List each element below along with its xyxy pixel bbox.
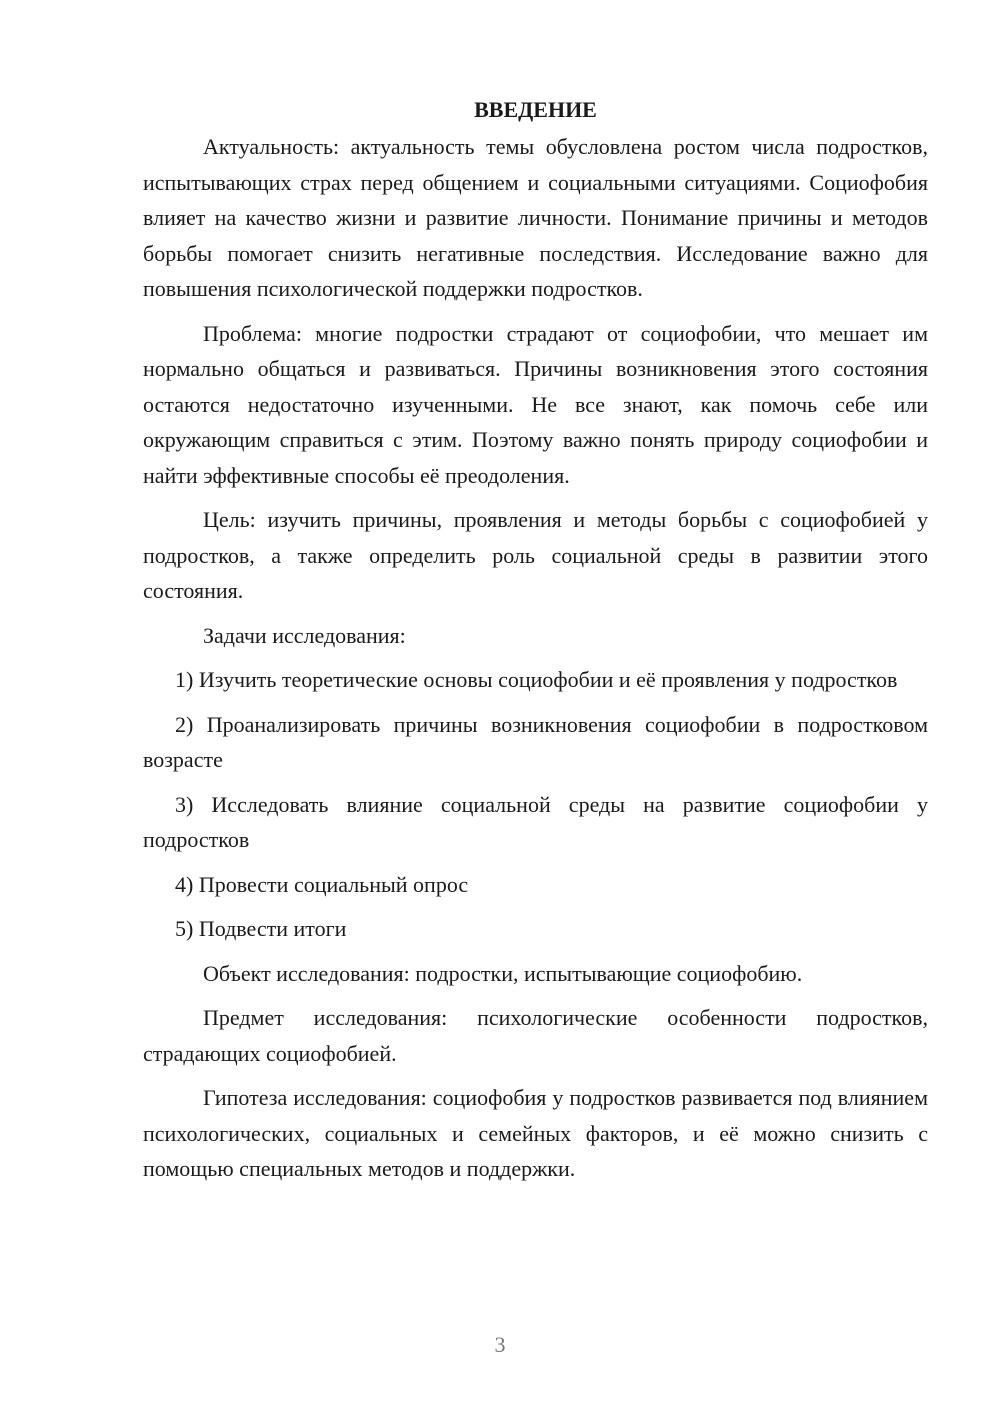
object-paragraph: Объект исследования: подростки, испытывающие социофобию. — [203, 960, 803, 986]
page-number: 3 — [494, 1332, 506, 1357]
task-item-4: 4) Провести социальный опрос — [175, 871, 469, 897]
relevance-paragraph: Актуальность: актуальность темы обусловлена ростом числа подростков, испытывающих страх перед общением и социальными ситуациями. Социофобия влияет на качество жизни и развитие личности. Понимание причины и методов борьбы помогает снизить негативные последствия. Исследование важно для повышения психологической поддержки подростков. — [143, 134, 928, 301]
tasks-heading: Задачи исследования: — [203, 622, 406, 648]
task-item-2: 2) Проанализировать причины возникновения социофобии в подростковом возрасте — [143, 711, 928, 772]
task-item-1: 1) Изучить теоретические основы социофобии и её проявления у подростков — [175, 667, 898, 692]
section-heading: ВВЕДЕНИЕ — [474, 97, 597, 122]
hypothesis-paragraph: Гипотеза исследования: социофобия у подростков развивается под влиянием психологических, социальных и семейных факторов, и её можно снизить с помощью специальных методов и поддержки. — [143, 1085, 928, 1181]
goal-paragraph: Цель: изучить причины, проявления и методы борьбы с социофобией у подростков, а также определить роль социальной среды в развитии этого состояния. — [143, 507, 928, 603]
problem-paragraph: Проблема: многие подростки страдают от социофобии, что мешает им нормально общаться и развиваться. Причины возникновения этого состояния остаются недостаточно изученными. Не все знают, как помочь себе или окружающим справиться с этим. Поэтому важно понять природу социофобии и найти эффективные способы её преодоления. — [143, 320, 928, 488]
document-page — [143, 95, 928, 1196]
task-item-5: 5) Подвести итоги — [175, 916, 347, 941]
task-item-3: 3) Исследовать влияние социальной среды на развитие социофобии у подростков — [143, 791, 928, 852]
subject-paragraph: Предмет исследования: психологические особенности подростков, страдающих социофобией. — [143, 1005, 928, 1066]
